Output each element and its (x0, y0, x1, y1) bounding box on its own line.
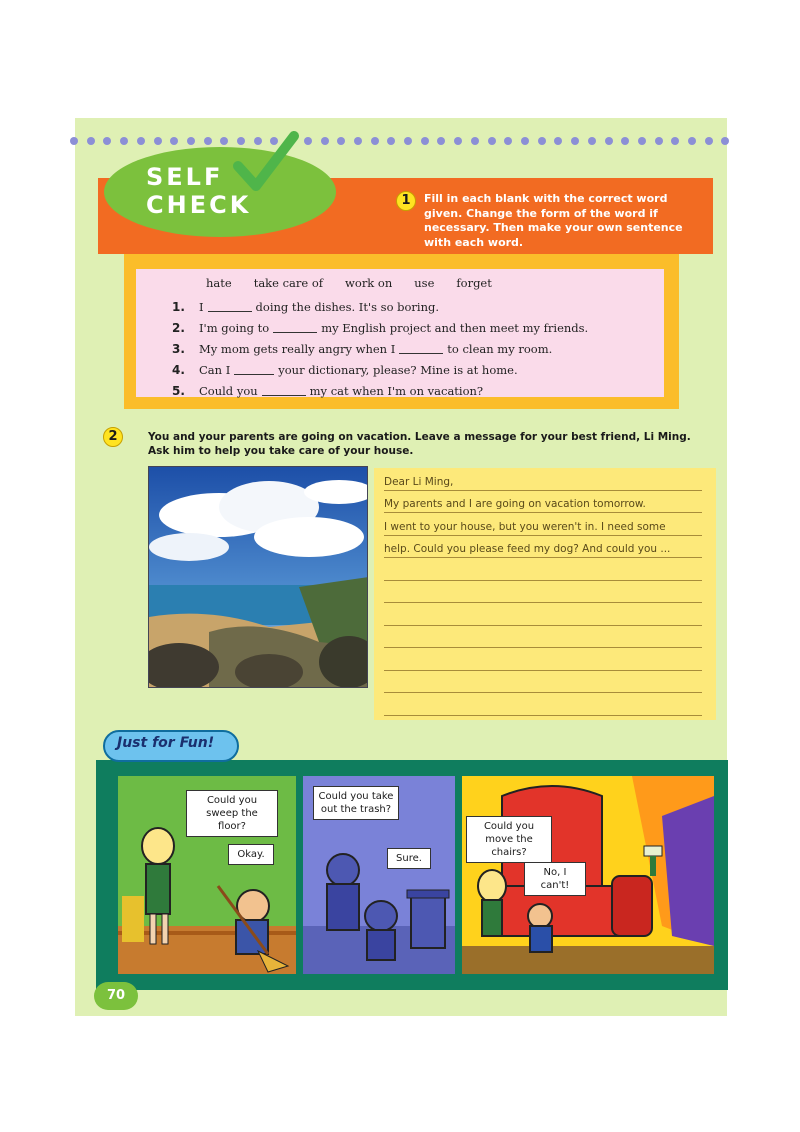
decorative-dot (638, 137, 646, 145)
note-line-blank (384, 693, 702, 716)
decorative-dot (521, 137, 529, 145)
decorative-dot (504, 137, 512, 145)
exercise-text-before: Could you (199, 383, 258, 398)
decorative-dot (538, 137, 546, 145)
page-number: 70 (106, 988, 126, 1003)
decorative-dot (187, 137, 195, 145)
exercise-list (172, 296, 588, 401)
beach-photo (148, 466, 368, 688)
exercise-item (172, 359, 588, 380)
exercise-text-before: I (199, 299, 204, 314)
decorative-dots (70, 137, 730, 147)
decorative-dot (103, 137, 111, 145)
note-line-blank (384, 671, 702, 694)
decorative-dot (170, 137, 178, 145)
decorative-dot (571, 137, 579, 145)
decorative-dot (421, 137, 429, 145)
answer-blank[interactable] (208, 302, 252, 312)
comic-panel-3 (462, 776, 714, 974)
decorative-dot (671, 137, 679, 145)
section-2-instruction: You and your parents are going on vacation. Leave a message for your best friend, Li Ming. Ask him to help you take care of your house. (148, 431, 691, 457)
decorative-dot (621, 137, 629, 145)
word-bank-item: take care of (253, 276, 324, 290)
checkmark-icon (230, 128, 300, 198)
decorative-dot (354, 137, 362, 145)
exercise-item (172, 296, 588, 317)
exercise-text-after: my English project and then meet my friends. (321, 320, 589, 335)
speech-bubble: Could you take out the trash? (313, 786, 399, 820)
just-for-fun-label: Just for Fun! (117, 735, 215, 751)
exercise-number: 4. (172, 362, 185, 377)
exercise-item (172, 317, 588, 338)
decorative-dot (688, 137, 696, 145)
exercise-text-before: Can I (199, 362, 231, 377)
self-check-line2: CHECK (146, 191, 252, 219)
self-check-line1: SELF (146, 163, 224, 191)
decorative-dot (554, 137, 562, 145)
decorative-dot (387, 137, 395, 145)
decorative-dot (70, 137, 78, 145)
answer-blank[interactable] (234, 365, 274, 375)
decorative-dot (204, 137, 212, 145)
comic-panel-1 (118, 776, 296, 974)
speech-bubble: Okay. (228, 844, 274, 865)
note-line: My parents and I are going on vacation tomorrow. (384, 491, 702, 514)
word-bank-item: use (414, 276, 435, 290)
word-bank (206, 276, 492, 290)
decorative-dot (454, 137, 462, 145)
note-line: I went to your house, but you weren't in. I need some (384, 513, 702, 536)
word-bank-item: forget (456, 276, 492, 290)
message-lines[interactable] (384, 468, 702, 716)
decorative-dot (137, 137, 145, 145)
decorative-dot (321, 137, 329, 145)
decorative-dot (471, 137, 479, 145)
decorative-dot (120, 137, 128, 145)
exercise-item (172, 380, 588, 401)
comic-panel-2 (303, 776, 455, 974)
exercise-number: 2. (172, 320, 185, 335)
decorative-dot (605, 137, 613, 145)
decorative-dot (588, 137, 596, 145)
exercise-text-before: My mom gets really angry when I (199, 341, 396, 356)
exercise-number: 5. (172, 383, 185, 398)
exercise-text-after: doing the dishes. It's so boring. (255, 299, 440, 314)
decorative-dot (655, 137, 663, 145)
exercise-text-before: I'm going to (199, 320, 270, 335)
note-line: help. Could you please feed my dog? And could you ... (384, 536, 702, 559)
word-bank-item: hate (206, 276, 232, 290)
note-line-blank (384, 626, 702, 649)
decorative-dot (488, 137, 496, 145)
speech-bubble: Could you sweep the floor? (186, 790, 278, 837)
exercise-item (172, 338, 588, 359)
word-bank-item: work on (345, 276, 393, 290)
answer-blank[interactable] (273, 323, 317, 333)
decorative-dot (404, 137, 412, 145)
decorative-dot (154, 137, 162, 145)
decorative-dot (437, 137, 445, 145)
section-1-instruction: Fill in each blank with the correct word given. Change the form of the word if necessary. Then make your own sentence with each word. (424, 192, 683, 249)
decorative-dot (721, 137, 729, 145)
exercise-number: 3. (172, 341, 185, 356)
decorative-dot (371, 137, 379, 145)
decorative-dot (220, 137, 228, 145)
note-line-blank (384, 558, 702, 581)
note-line-blank (384, 648, 702, 671)
decorative-dot (337, 137, 345, 145)
speech-bubble: Could you move the chairs? (466, 816, 552, 863)
answer-blank[interactable] (262, 386, 306, 396)
decorative-dot (304, 137, 312, 145)
decorative-dot (705, 137, 713, 145)
answer-blank[interactable] (399, 344, 443, 354)
exercise-number: 1. (172, 299, 185, 314)
note-line-blank (384, 581, 702, 604)
exercise-text-after: to clean my room. (447, 341, 553, 356)
section-2-number: 2 (103, 427, 123, 447)
speech-bubble: No, I can't! (524, 862, 586, 896)
exercise-text-after: my cat when I'm on vacation? (309, 383, 484, 398)
section-1-number: 1 (396, 191, 416, 211)
note-line-blank (384, 603, 702, 626)
exercise-text-after: your dictionary, please? Mine is at home. (278, 362, 518, 377)
speech-bubble: Sure. (387, 848, 431, 869)
note-line: Dear Li Ming, (384, 468, 702, 491)
decorative-dot (87, 137, 95, 145)
